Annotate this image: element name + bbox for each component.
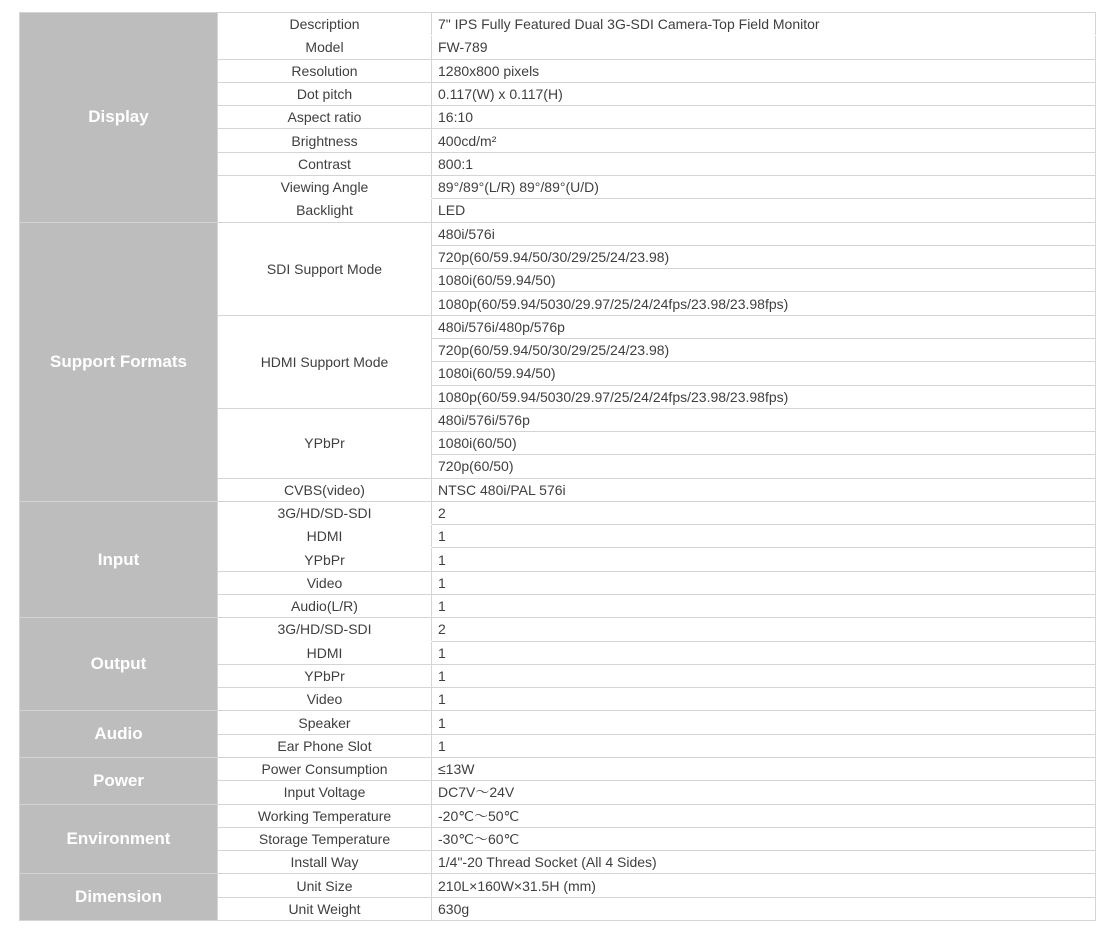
spec-label: Install Way (218, 851, 432, 874)
spec-label: SDI Support Mode (218, 222, 432, 315)
spec-value: 1 (432, 525, 1096, 548)
spec-value: 16:10 (432, 106, 1096, 129)
spec-label: Audio(L/R) (218, 595, 432, 618)
table-row (20, 758, 1096, 781)
spec-value: 210L×160W×31.5H (mm) (432, 874, 1096, 897)
spec-value: 2 (432, 618, 1096, 641)
spec-label: HDMI (218, 641, 432, 664)
spec-label: Working Temperature (218, 804, 432, 827)
spec-label: Resolution (218, 59, 432, 82)
section-title-display: Display (20, 13, 218, 223)
spec-label: Storage Temperature (218, 827, 432, 850)
spec-value: 89°/89°(L/R) 89°/89°(U/D) (432, 175, 1096, 198)
spec-value: DC7V～24V (432, 781, 1096, 804)
spec-value: 630g (432, 897, 1096, 920)
table-row (20, 874, 1096, 897)
spec-label: Video (218, 571, 432, 594)
spec-label: 3G/HD/SD-SDI (218, 618, 432, 641)
spec-label: Model (218, 36, 432, 59)
spec-value: LED (432, 199, 1096, 222)
spec-value: 1 (432, 548, 1096, 571)
spec-value: 1080i(60/59.94/50) (432, 362, 1096, 385)
spec-value: 1 (432, 664, 1096, 687)
spec-value: 0.117(W) x 0.117(H) (432, 82, 1096, 105)
spec-value: 1 (432, 595, 1096, 618)
spec-label: Dot pitch (218, 82, 432, 105)
spec-label: YPbPr (218, 664, 432, 687)
spec-value: 7" IPS Fully Featured Dual 3G-SDI Camera-Top Field Monitor (432, 13, 1096, 36)
spec-value: 1080i(60/50) (432, 432, 1096, 455)
spec-label: Description (218, 13, 432, 36)
section-title-output: Output (20, 618, 218, 711)
spec-value: 800:1 (432, 152, 1096, 175)
spec-value: 1280x800 pixels (432, 59, 1096, 82)
spec-label: Unit Size (218, 874, 432, 897)
section-title-input: Input (20, 501, 218, 617)
spec-label: Viewing Angle (218, 175, 432, 198)
spec-value: 720p(60/59.94/50/30/29/25/24/23.98) (432, 245, 1096, 268)
spec-value: ≤13W (432, 758, 1096, 781)
spec-label: Video (218, 688, 432, 711)
spec-value: 720p(60/50) (432, 455, 1096, 478)
spec-value: 720p(60/59.94/50/30/29/25/24/23.98) (432, 338, 1096, 361)
table-row (20, 222, 1096, 245)
table-row (20, 711, 1096, 734)
spec-label: Backlight (218, 199, 432, 222)
spec-value: 1080p(60/59.94/5030/29.97/25/24/24fps/23.98/23.98fps) (432, 292, 1096, 315)
spec-label: Aspect ratio (218, 106, 432, 129)
spec-value: 1 (432, 734, 1096, 757)
spec-label: YPbPr (218, 548, 432, 571)
spec-label: Contrast (218, 152, 432, 175)
spec-value: 480i/576i/576p (432, 408, 1096, 431)
spec-value: 1 (432, 571, 1096, 594)
spec-value: 400cd/m² (432, 129, 1096, 152)
spec-value: NTSC 480i/PAL 576i (432, 478, 1096, 501)
section-title-environment: Environment (20, 804, 218, 874)
spec-label: Power Consumption (218, 758, 432, 781)
spec-value: FW-789 (432, 36, 1096, 59)
spec-value: -30℃～60℃ (432, 827, 1096, 850)
spec-label: YPbPr (218, 408, 432, 478)
spec-label: Input Voltage (218, 781, 432, 804)
table-row (20, 13, 1096, 36)
spec-label: Speaker (218, 711, 432, 734)
spec-value: 480i/576i/480p/576p (432, 315, 1096, 338)
spec-table (19, 12, 1096, 921)
section-title-audio: Audio (20, 711, 218, 758)
spec-label: 3G/HD/SD-SDI (218, 501, 432, 524)
spec-label: CVBS(video) (218, 478, 432, 501)
spec-value: 480i/576i (432, 222, 1096, 245)
spec-value: 1080p(60/59.94/5030/29.97/25/24/24fps/23.98/23.98fps) (432, 385, 1096, 408)
spec-value: 1 (432, 711, 1096, 734)
spec-label: Unit Weight (218, 897, 432, 920)
spec-label: Brightness (218, 129, 432, 152)
spec-value: -20℃～50℃ (432, 804, 1096, 827)
section-title-support-formats: Support Formats (20, 222, 218, 501)
spec-value: 1/4"-20 Thread Socket (All 4 Sides) (432, 851, 1096, 874)
spec-value: 1 (432, 641, 1096, 664)
spec-label: HDMI Support Mode (218, 315, 432, 408)
spec-label: HDMI (218, 525, 432, 548)
table-row (20, 804, 1096, 827)
section-title-dimension: Dimension (20, 874, 218, 921)
spec-value: 2 (432, 501, 1096, 524)
spec-value: 1080i(60/59.94/50) (432, 269, 1096, 292)
spec-label: Ear Phone Slot (218, 734, 432, 757)
spec-value: 1 (432, 688, 1096, 711)
section-title-power: Power (20, 758, 218, 805)
table-row (20, 618, 1096, 641)
table-row (20, 501, 1096, 524)
